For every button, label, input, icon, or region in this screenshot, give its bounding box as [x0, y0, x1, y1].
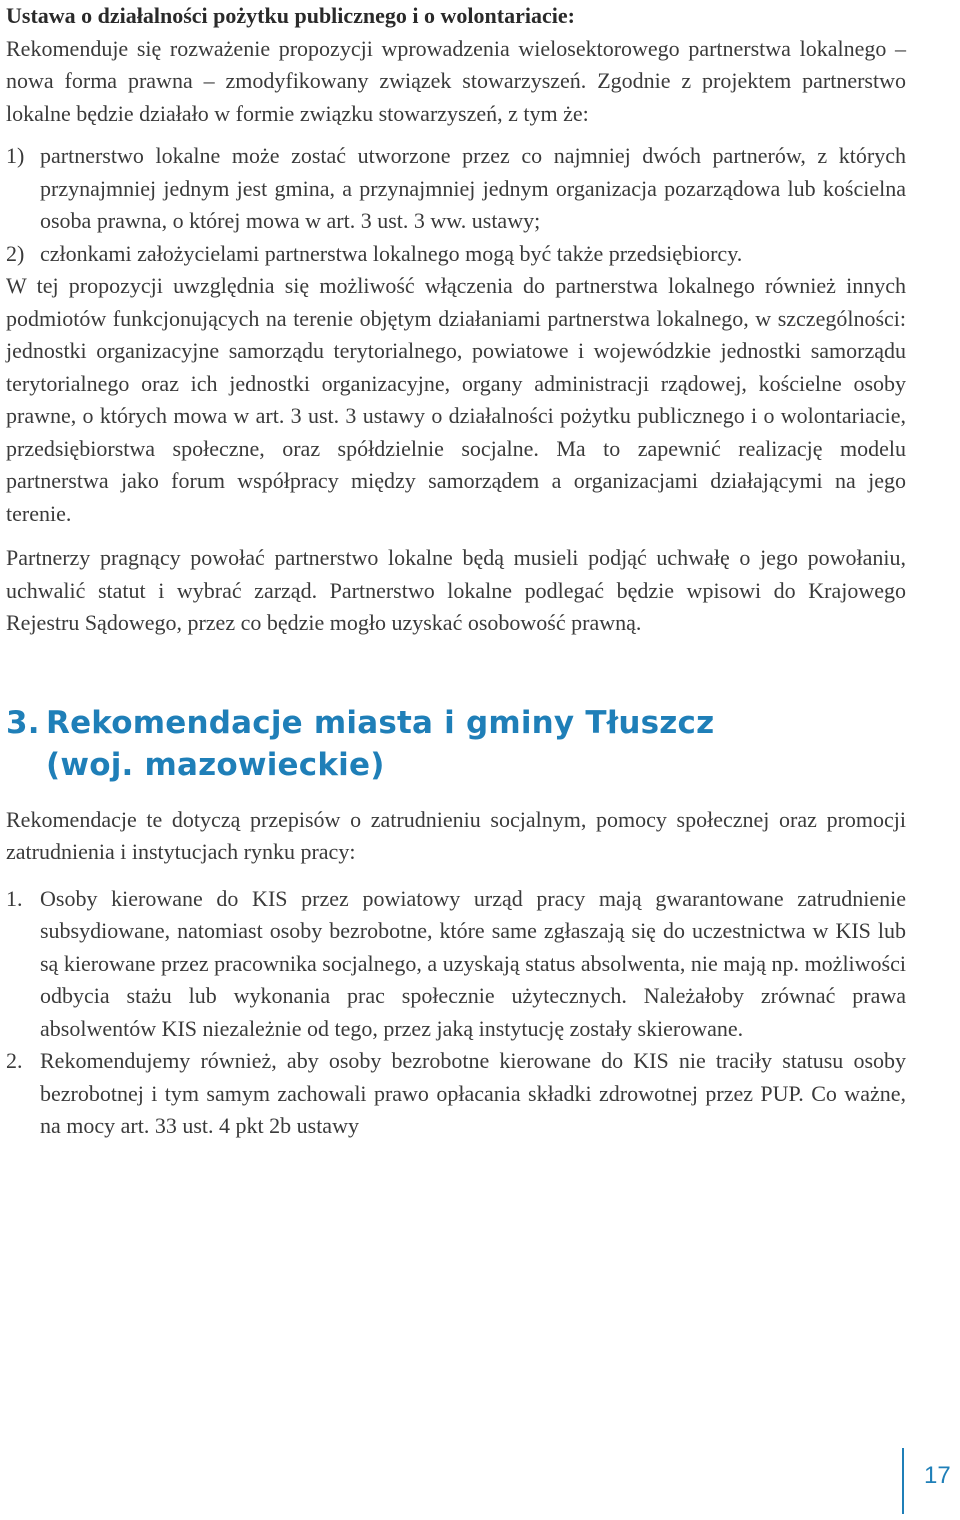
footer-divider [902, 1448, 904, 1514]
list-item-text: członkami założycielami partnerstwa lokalnego mogą być także przedsiębiorcy. [40, 240, 743, 266]
section-intro: Rekomendacje te dotyczą przepisów o zatrudnieniu socjalnym, pomocy społecznej oraz promocji zatrudnienia i instytucjach rynku pracy: [6, 806, 906, 864]
list-item-text: partnerstwo lokalne może zostać utworzone przez co najmniej dwóch partnerów, z których przynajmniej jednym jest gmina, a przynajmniej jednym organizacja pozarządowa lub kościelna osoba prawna, o której mowa w art. 3 ust. 3 ww. ustawy; [40, 143, 906, 233]
list-item [6, 883, 906, 1046]
section-number: 3. [6, 704, 40, 741]
list-item-number: 1. [6, 885, 23, 911]
list-item-number: 2) [6, 240, 25, 266]
list-item-number: 1) [6, 143, 25, 168]
body-paragraph: W tej propozycji uwzględnia się możliwość włączenia do partnerstwa lokalnego również innych podmiotów funkcjonujących na terenie objętym działaniami partnerstwa lokalnego, w szczególności: jednostki organizacyjne samorządu terytorialnego, powiatowe i wojewódzkie jednostki samorządu terytorialnego oraz ich jednostki organizacyjne, organy administracji rządowej, kościelne osoby prawne, o których mowa w art. 3 ust. 3 ustawy o działalności pożytku publicznego i o wolontariacie, przedsiębiorstwa społeczne, oraz spółdzielnie socjalne. Ma to zapewnić realizację modelu partnerstwa jako forum współpracy między samorządem a organizacjami działającymi na jego terenie. [6, 273, 906, 526]
page-content [6, 0, 906, 1143]
body-paragraph: Partnerzy pragnący powołać partnerstwo lokalne będą musieli podjąć uchwałę o jego powołaniu, uchwalić statut i wybrać zarząd. Partnerstwo lokalne podlegać będzie wpisowi do Krajowego Rejestru Sądowego, przez co będzie mogło uzyskać osobowość prawną. [6, 545, 906, 635]
list-item [6, 238, 906, 271]
intro-text: Rekomenduje się rozważenie propozycji wprowadzenia wielosektorowego partnerstwa lokalnego – nowa forma prawna – zmodyfikowany związek stowarzyszeń. Zgodnie z projektem partnerstwo lokalne będzie działało w formie związku stowarzyszeń, z tym że: [6, 35, 906, 126]
list-item-number: 2. [6, 1048, 23, 1073]
list-item [6, 1045, 906, 1143]
intro-paragraph [6, 0, 906, 130]
page-number: 17 [924, 1462, 951, 1489]
section-heading [6, 702, 906, 786]
partnership-conditions-list [6, 140, 906, 270]
section-title-line1: Rekomendacje miasta i gminy Tłuszcz [46, 704, 715, 741]
section-title-line2: (woj. mazowieckie) [46, 746, 385, 783]
recommendations-list [6, 883, 906, 1143]
list-item-text: Rekomendujemy również, aby osoby bezrobotne kierowane do KIS nie traciły statusu osoby bezrobotnej i tym samym zachowali prawo opłacania składki zdrowotnej przez PUP. Co ważne, na mocy art. 33 ust. 4 pkt 2b ustawy [40, 1048, 906, 1138]
list-item-text: Osoby kierowane do KIS przez powiatowy urząd pracy mają gwarantowane zatrudnienie subsydiowane, natomiast osoby bezrobotne, które same zgłaszają się do uczestnictwa w KIS lub są kierowane przez pracownika socjalnego, a uzyskają status absolwenta, nie mają np. możliwości odbycia stażu lub wykonania prac społecznie użytecznych. Należałoby zrównać prawa absolwentów KIS niezależnie od tego, przez jaką instytucję zostały skierowane. [40, 885, 906, 1041]
intro-heading: Ustawa o działalności pożytku publicznego i o wolontariacie: [6, 3, 575, 28]
list-item [6, 140, 906, 238]
